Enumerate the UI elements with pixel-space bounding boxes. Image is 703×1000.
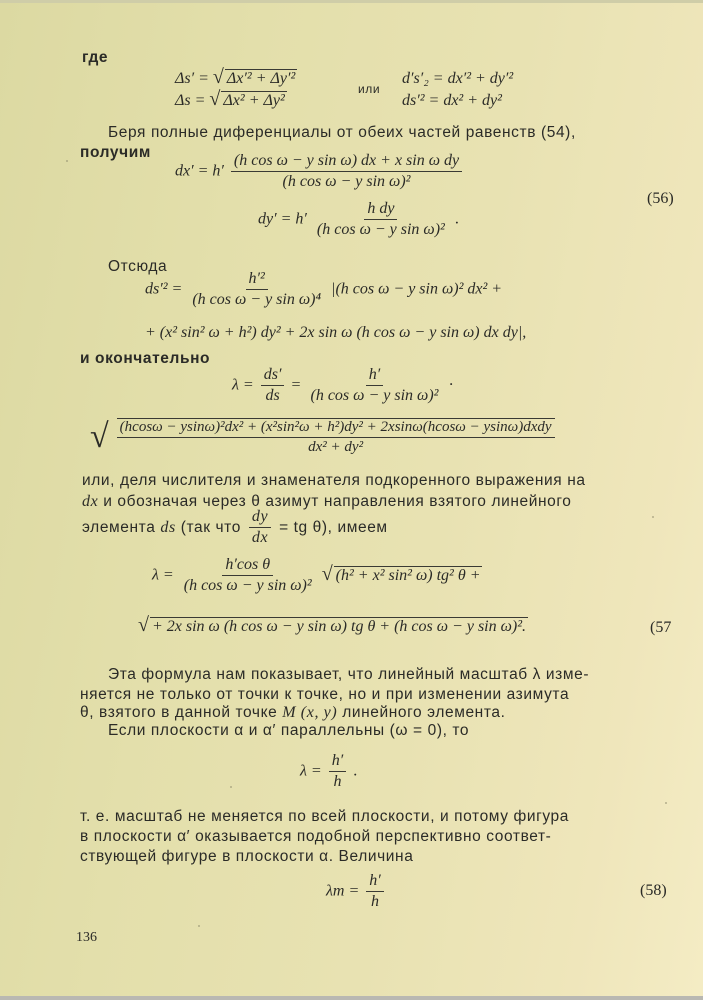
text-span: линейного элемента.	[342, 704, 506, 721]
equation-ds-squared: ds′² = dx² + dy²	[402, 92, 502, 109]
fraction-numerator: ds′	[261, 366, 285, 386]
fraction-denominator: (h cos ω − y sin ω)²	[316, 221, 445, 239]
text-span: θ, взятого в данной точке	[80, 704, 278, 721]
inline-math-dx: dx	[82, 493, 99, 510]
text-span: и обозначая через θ азимут направления взятого линейного	[103, 493, 572, 510]
fraction-numerator: h′²	[246, 270, 268, 290]
scan-speck	[665, 802, 667, 804]
eq-lhs: λ =	[300, 762, 322, 780]
equation-dy-prime	[258, 200, 459, 240]
eq-radicand: + 2x sin ω (h cos ω − y sin ω) tg θ + (h cos ω − y sin ω)².	[151, 618, 527, 635]
fraction-denominator: h	[371, 893, 380, 911]
scan-speck	[230, 786, 232, 788]
fraction	[249, 508, 271, 548]
word-we-get: получим	[80, 144, 151, 161]
page-number: 136	[76, 930, 97, 945]
text-span: (так что	[180, 518, 241, 536]
paragraph-scale-line2: в плоскости α′ оказывается подобной перспективно соответ-	[80, 828, 552, 845]
equation-ds-prime-squared-continued: + (x² sin² ω + h²) dy² + 2x sin ω (h cos ω − y sin ω) dx dy|,	[145, 324, 527, 341]
fraction-denominator: (h cos ω − y sin ω)⁴	[192, 291, 322, 309]
eq-tail: .	[353, 762, 358, 780]
inline-math-point: M (x, y)	[282, 704, 338, 721]
equation-number-58: (58)	[640, 882, 667, 899]
inline-math-ds: ds	[160, 518, 176, 536]
fraction	[181, 556, 315, 596]
paragraph-taking-differentials: Беря полные диференциалы от обеих частей равенств (54),	[108, 124, 576, 141]
fraction-numerator: (hcosω − ysinω)²dx² + (x²sin²ω + h²)dy² + 2xsinω(hcosω − ysinω)dxdy	[117, 419, 555, 438]
paragraph-scale-line1: т. е. масштаб не меняется по всей плоскости, и потому фигура	[80, 808, 569, 825]
eq-lhs: λ =	[232, 376, 254, 394]
equation-number-56: (56)	[647, 190, 674, 207]
fraction-denominator: h	[333, 773, 342, 791]
fraction-numerator: h′	[366, 366, 384, 386]
paragraph-formula-line1: Эта формула нам показывает, что линейный масштаб λ изме-	[108, 666, 590, 683]
equation-number-57: (57	[650, 619, 672, 636]
fraction-numerator: h′cos θ	[222, 556, 273, 576]
radical-icon: √	[321, 562, 333, 585]
eq-tail: .	[454, 210, 459, 228]
eq-radicand: Δx² + Δy²	[223, 92, 285, 109]
scan-speck	[652, 516, 654, 518]
fraction-denominator: dx	[251, 529, 269, 547]
fraction	[366, 872, 384, 912]
eq-lhs: dx′ = h′	[175, 162, 224, 180]
paragraph-formula-line3	[80, 704, 506, 722]
fraction-denominator: (h cos ω − y sin ω)²	[282, 173, 411, 191]
word-where: где	[82, 49, 109, 66]
fraction-numerator: h dy	[364, 200, 397, 220]
eq-radicand: (h² + x² sin² ω) tg² θ +	[335, 566, 481, 584]
fraction	[261, 366, 285, 406]
fraction	[231, 152, 462, 192]
equation-dx-prime	[175, 152, 465, 192]
scan-speck	[198, 925, 200, 927]
radical-icon: √	[209, 88, 221, 110]
radical-icon: √	[90, 418, 109, 456]
equation-delta-s-prime	[175, 66, 297, 89]
paragraph-scale-line3: ствующей фигуре в плоскости α. Величина	[80, 848, 414, 865]
fraction	[308, 366, 442, 406]
eq-lhs: λ =	[152, 566, 174, 584]
fraction-numerator: h′	[366, 872, 384, 892]
radical-icon: √	[212, 66, 224, 88]
fraction-numerator: dy	[249, 508, 271, 528]
eq-lhs: ds′² =	[145, 280, 183, 298]
text-span: = tg θ), имеем	[279, 518, 388, 536]
fraction-denominator: ds	[265, 387, 280, 405]
scan-speck	[66, 160, 68, 162]
equation-lambda-theta	[152, 556, 482, 596]
word-finally: и окончательно	[80, 350, 211, 367]
equation-lambda-m	[326, 872, 387, 912]
fraction	[189, 270, 324, 310]
scan-top-edge	[0, 0, 703, 3]
equation-delta-s	[175, 88, 287, 111]
fraction-denominator: (h cos ω − y sin ω)²	[183, 577, 312, 595]
paragraph-formula-line2: няется не только от точки к точке, но и при изменении азимута	[80, 686, 570, 703]
fraction	[329, 752, 347, 792]
eq-lhs: Δs =	[175, 92, 206, 109]
equation-lambda-root	[90, 418, 558, 457]
eq-lhs: dy′ = h′	[258, 210, 307, 228]
eq-radicand: Δx′² + Δy′²	[226, 70, 296, 87]
fraction	[314, 200, 448, 240]
fraction	[117, 418, 555, 457]
eq-tail: ·	[448, 376, 454, 394]
equation-lambda-parallel	[300, 752, 357, 792]
scan-bottom-edge	[0, 996, 703, 1000]
word-hence: Отсюда	[108, 258, 168, 275]
paragraph-parallel-planes: Если плоскости α и α′ параллельны (ω = 0), то	[108, 722, 470, 739]
eq-equals: =	[291, 376, 301, 394]
equation-lambda	[232, 366, 454, 406]
text-span: элемента	[82, 518, 156, 536]
equation-ds-prime-2: d′s′₂ = dx′² + dy′²	[402, 70, 514, 87]
paragraph-dividing-line1: или, деля числителя и знаменателя подкоренного выражения на	[82, 472, 586, 489]
equation-ds-prime-squared	[145, 270, 502, 310]
word-or: или	[358, 82, 381, 96]
radical-icon: √	[138, 614, 149, 636]
fraction-denominator: dx² + dy²	[308, 439, 364, 456]
eq-lhs: Δs′ =	[175, 70, 209, 87]
eq-rhs: |(h cos ω − y sin ω)² dx² +	[331, 280, 503, 298]
eq-lhs: λm =	[326, 882, 360, 900]
fraction-numerator: (h cos ω − y sin ω) dx + x sin ω dy	[231, 152, 462, 172]
fraction-denominator: (h cos ω − y sin ω)²	[310, 387, 439, 405]
equation-lambda-theta-continued	[138, 614, 528, 637]
fraction-numerator: h′	[329, 752, 347, 772]
paragraph-element	[82, 508, 388, 548]
